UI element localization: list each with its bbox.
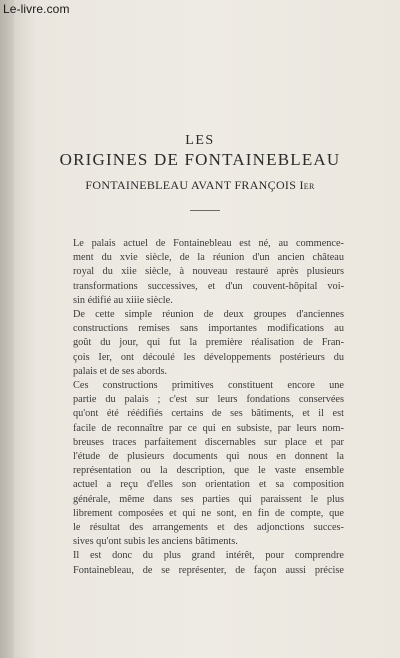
text-line: Fontainebleau, de se représenter, de façon aussi précise: [73, 564, 344, 576]
text-line: librement composées et qui ne sont, en fin de compte, que: [73, 507, 344, 519]
text-line: De cette simple réunion de deux groupes d'anciennes: [73, 309, 344, 321]
text-line: qu'ont été réédifiés certains de ses bâtiments, et il est: [73, 408, 344, 420]
text-line: royal du xiie siècle, à nouveau restauré après plusieurs: [73, 266, 344, 278]
paragraph: [60, 379, 344, 549]
text-line: le résultat des arrangements et des adjonctions succes-: [73, 522, 344, 534]
text-line: Le palais actuel de Fontainebleau est né, au commence-: [73, 238, 344, 249]
text-line: actuel a reçu d'elles son orientation et sa composition: [73, 479, 344, 491]
text-line: Il est donc du plus grand intérêt, pour comprendre: [73, 550, 344, 562]
text-line: représentation ou la description, que le vaste ensemble: [73, 465, 344, 477]
paragraph: [60, 549, 344, 577]
text-line: partie du palais ; c'est sur leurs fondations conservées: [73, 394, 344, 406]
text-line: palais et de ses abords.: [73, 365, 168, 377]
text-line: breuses traces parfaitement discernables sur place et par: [73, 436, 344, 448]
title-line-1: LES: [185, 133, 215, 148]
text-line: facile de reconnaître par ce qui en subsiste, par leurs nom-: [73, 422, 344, 434]
text-line: l'étude de plusieurs documents qui nous en donnent la: [73, 451, 344, 463]
body-text: [60, 237, 344, 578]
title-line-2: ORIGINES DE FONTAINEBLEAU: [59, 150, 341, 169]
subtitle: FONTAINEBLEAU AVANT FRANÇOIS Ier: [85, 178, 315, 192]
text-line: constructions remises sans importantes modifications au: [73, 323, 344, 335]
text-line: Ces constructions primitives constituent encore une: [73, 380, 344, 392]
page-gutter-shadow: [0, 0, 14, 658]
watermark-text: Le-livre.com: [3, 2, 70, 16]
text-line: çois Ier, ont découlé les développements postérieurs du: [73, 351, 344, 363]
text-line: sin édifié au xiiie siècle.: [73, 294, 173, 306]
paragraph: [60, 237, 344, 308]
text-line: goût du jour, qui fut la première réalisation de Fran-: [73, 337, 344, 349]
text-line: ment du xvie siècle, de la réunion d'un ancien château: [73, 252, 344, 264]
text-line: générale, même dans ses parties qui paraissent le plus: [73, 493, 344, 505]
paragraph: [60, 308, 344, 379]
text-line: transformations successives, et d'un couvent-hôpital voi-: [73, 280, 344, 292]
title-divider: [190, 210, 220, 211]
text-line: sives qu'ont subis les anciens bâtiments.: [73, 536, 238, 548]
